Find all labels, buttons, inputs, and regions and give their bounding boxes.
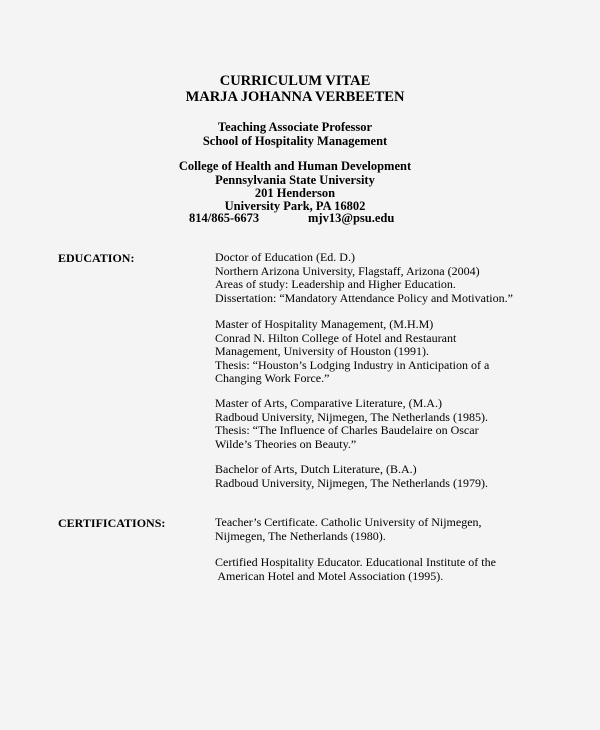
school-name: School of Hospitality Management [202, 134, 388, 148]
education-entry-ba [215, 463, 585, 490]
entry-line: Master of Arts, Comparative Literature, (M.A.) [215, 396, 442, 410]
certifications-heading: CERTIFICATIONS: [58, 516, 166, 530]
entry-line: Dissertation: “Mandatory Attendance Policy and Motivation.” [215, 290, 513, 305]
entry-line: American Hotel and Motel Association (1995). [215, 568, 444, 583]
entry-line: Wilde’s Theories on Beauty.” [215, 436, 357, 451]
phone-number: 814/865-6673 [189, 211, 260, 225]
document-title: CURRICULUM VITAE [219, 73, 371, 89]
entry-line: Certified Hospitality Educator. Educational Institute of the [215, 555, 496, 569]
education-entry-ma [215, 397, 585, 451]
certification-entry-hospitality [215, 556, 585, 583]
education-heading: EDUCATION: [58, 251, 135, 265]
entry-line: Changing Work Force.” [215, 371, 330, 385]
email-address: mjv13@psu.edu [308, 211, 395, 225]
entry-line: Doctor of Education (Ed. D.) [215, 250, 355, 264]
street-address: 201 Henderson [254, 186, 336, 200]
college-name: College of Health and Human Development [178, 159, 412, 173]
education-entry-mhm [215, 318, 585, 386]
entry-line: Teacher’s Certificate. Catholic University of Nijmegen, [215, 515, 482, 529]
entry-line: Master of Hospitality Management, (M.H.M) [215, 317, 434, 331]
entry-line: Conrad N. Hilton College of Hotel and Restaurant [215, 330, 457, 345]
entry-line: Areas of study: Leadership and Higher Education. [215, 277, 456, 291]
entry-line: Radboud University, Nijmegen, The Netherlands (1979). [215, 475, 488, 490]
person-name: MARJA JOHANNA VERBEETEN [185, 89, 405, 105]
entry-line: Radboud University, Nijmegen, The Netherlands (1985). [215, 409, 488, 424]
city-address: University Park, PA 16802 [224, 199, 366, 213]
position-title: Teaching Associate Professor [217, 120, 373, 134]
education-entry-doctorate [215, 251, 585, 305]
entry-line: Thesis: “Houston’s Lodging Industry in Anticipation of a [215, 357, 490, 372]
entry-line: Bachelor of Arts, Dutch Literature, (B.A.) [215, 462, 417, 476]
entry-line: Nijmegen, The Netherlands (1980). [215, 528, 386, 543]
entry-line: Thesis: “The Influence of Charles Baudelaire on Oscar [215, 423, 479, 437]
university-name: Pennsylvania State University [215, 173, 375, 187]
entry-line: Northern Arizona University, Flagstaff, Arizona (2004) [215, 263, 480, 278]
certification-entry-teacher [215, 516, 585, 543]
entry-line: Management, University of Houston (1991). [215, 344, 429, 358]
